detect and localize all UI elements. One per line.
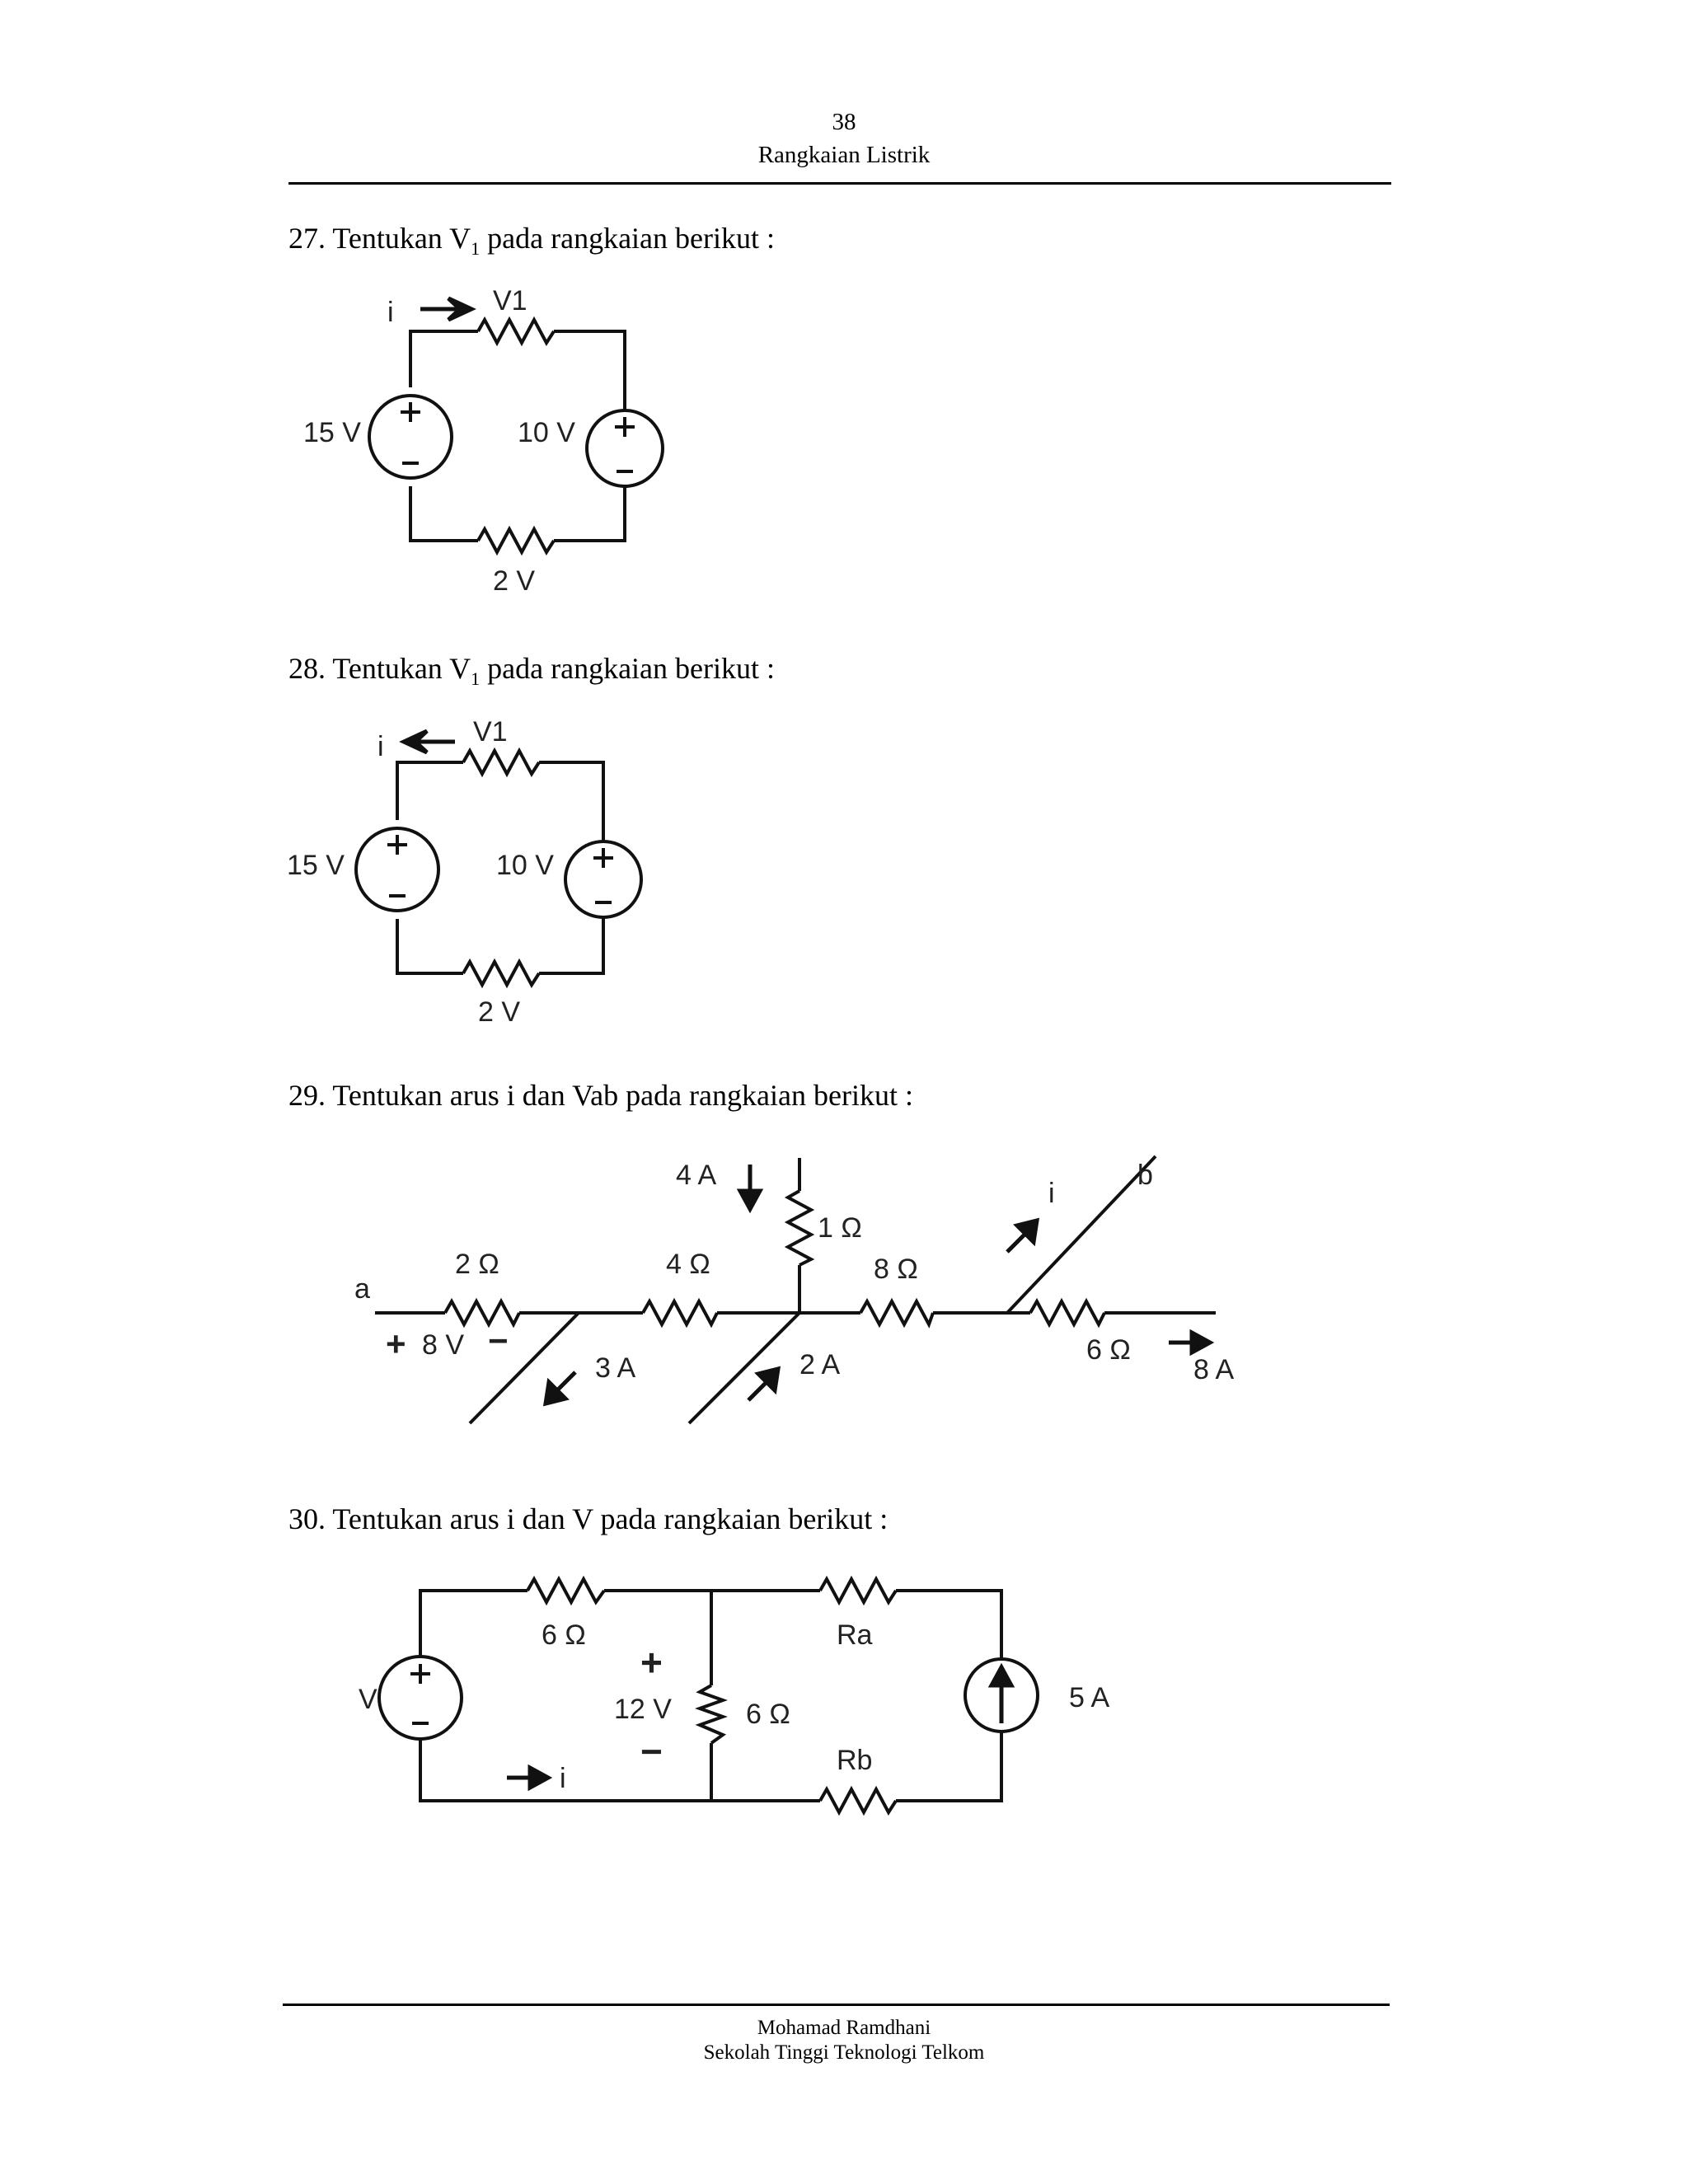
resistor-ra (820, 1579, 896, 1602)
resistor-6-ohm (1030, 1301, 1104, 1324)
resistor-rb (820, 1789, 896, 1812)
left-source-label: 15 V (303, 417, 361, 448)
footer-author: Mohamad Ramdhani (757, 2017, 931, 2039)
rb-label: Rb (837, 1745, 873, 1776)
shunt-resistor-label: 6 Ω (746, 1699, 790, 1730)
top-voltage-label: V1 (473, 716, 508, 748)
node-b-label: b (1137, 1160, 1153, 1191)
arrow-3a (546, 1372, 575, 1404)
top-resistor (478, 320, 554, 343)
right-source-label: 10 V (496, 850, 554, 881)
branch-current-1-label: 3 A (595, 1352, 636, 1384)
source-current-label: 4 A (676, 1160, 717, 1191)
resistor-8-ohm (860, 1301, 933, 1324)
top-resistor (463, 751, 539, 774)
current-label: i (560, 1763, 566, 1794)
bottom-voltage-label: 2 V (493, 565, 536, 597)
current-source-label: 5 A (1069, 1682, 1110, 1713)
source-label: V (359, 1684, 377, 1715)
arrow-4a (740, 1165, 760, 1209)
current-i-label: i (1048, 1178, 1055, 1209)
ra-label: Ra (837, 1619, 873, 1651)
current-arrow (507, 1768, 548, 1788)
arrow-8a (1169, 1333, 1210, 1352)
problem-29-statement: 29. Tentukan arus i dan Vab pada rangkaian berikut : (288, 1079, 913, 1112)
problem-30-statement: 30. Tentukan arus i dan V pada rangkaian berikut : (288, 1502, 889, 1535)
r2-label: 4 Ω (666, 1249, 710, 1280)
bottom-resistor (463, 962, 539, 985)
circuit-27 (288, 272, 676, 618)
problem-28-statement: 28. Tentukan $V_1$ pada rangkaian berikut : (288, 652, 776, 690)
current-arrow (404, 731, 455, 752)
diagonal-branch-2a (689, 1313, 799, 1423)
footer-rule (283, 2004, 1390, 2006)
bottom-resistor (478, 529, 554, 552)
arrow-i (1007, 1221, 1037, 1252)
bottom-voltage-label: 2 V (478, 996, 521, 1028)
footer-institution: Sekolah Tinggi Teknologi Telkom (703, 2041, 985, 2064)
header-rule (288, 182, 1391, 185)
resistor-4-ohm (643, 1301, 717, 1324)
r5-label: 6 Ω (1086, 1334, 1131, 1366)
page-number: 38 (832, 109, 856, 135)
arrow-2a (748, 1369, 778, 1400)
voltage-label: 8 V (422, 1329, 465, 1361)
circuit-30 (342, 1562, 1150, 1842)
current-label: i (377, 731, 384, 762)
circuit-28 (280, 705, 668, 1051)
node-a-label: a (354, 1273, 370, 1305)
output-current-label: 8 A (1193, 1354, 1235, 1385)
top-voltage-label: V1 (493, 285, 528, 316)
circuit-29 (313, 1133, 1253, 1430)
voltage-plus-sign: + (386, 1324, 406, 1363)
problem-27-statement: 27. Tentukan $V_1$ pada rangkaian berikut : (288, 222, 776, 260)
resistor-6-ohm-series (528, 1579, 604, 1602)
voltage-plus-sign: + (640, 1641, 663, 1684)
r1-label: 2 Ω (455, 1249, 499, 1280)
series-resistor-label: 6 Ω (542, 1619, 586, 1651)
voltage-label: 12 V (614, 1694, 672, 1725)
r4-label: 8 Ω (874, 1254, 918, 1285)
diagonal-branch-3a (470, 1313, 579, 1423)
r3-label: 1 Ω (818, 1212, 862, 1244)
running-title: Rangkaian Listrik (757, 142, 931, 168)
left-source-label: 15 V (287, 850, 345, 881)
voltage-minus-sign: − (640, 1730, 663, 1773)
voltage-minus-sign: − (488, 1321, 509, 1360)
resistor-1-ohm (788, 1191, 811, 1265)
right-source-label: 10 V (518, 417, 575, 448)
current-arrow (420, 298, 471, 320)
current-label: i (387, 297, 394, 328)
resistor-6-ohm-shunt (700, 1685, 723, 1743)
branch-current-2-label: 2 A (799, 1349, 841, 1380)
